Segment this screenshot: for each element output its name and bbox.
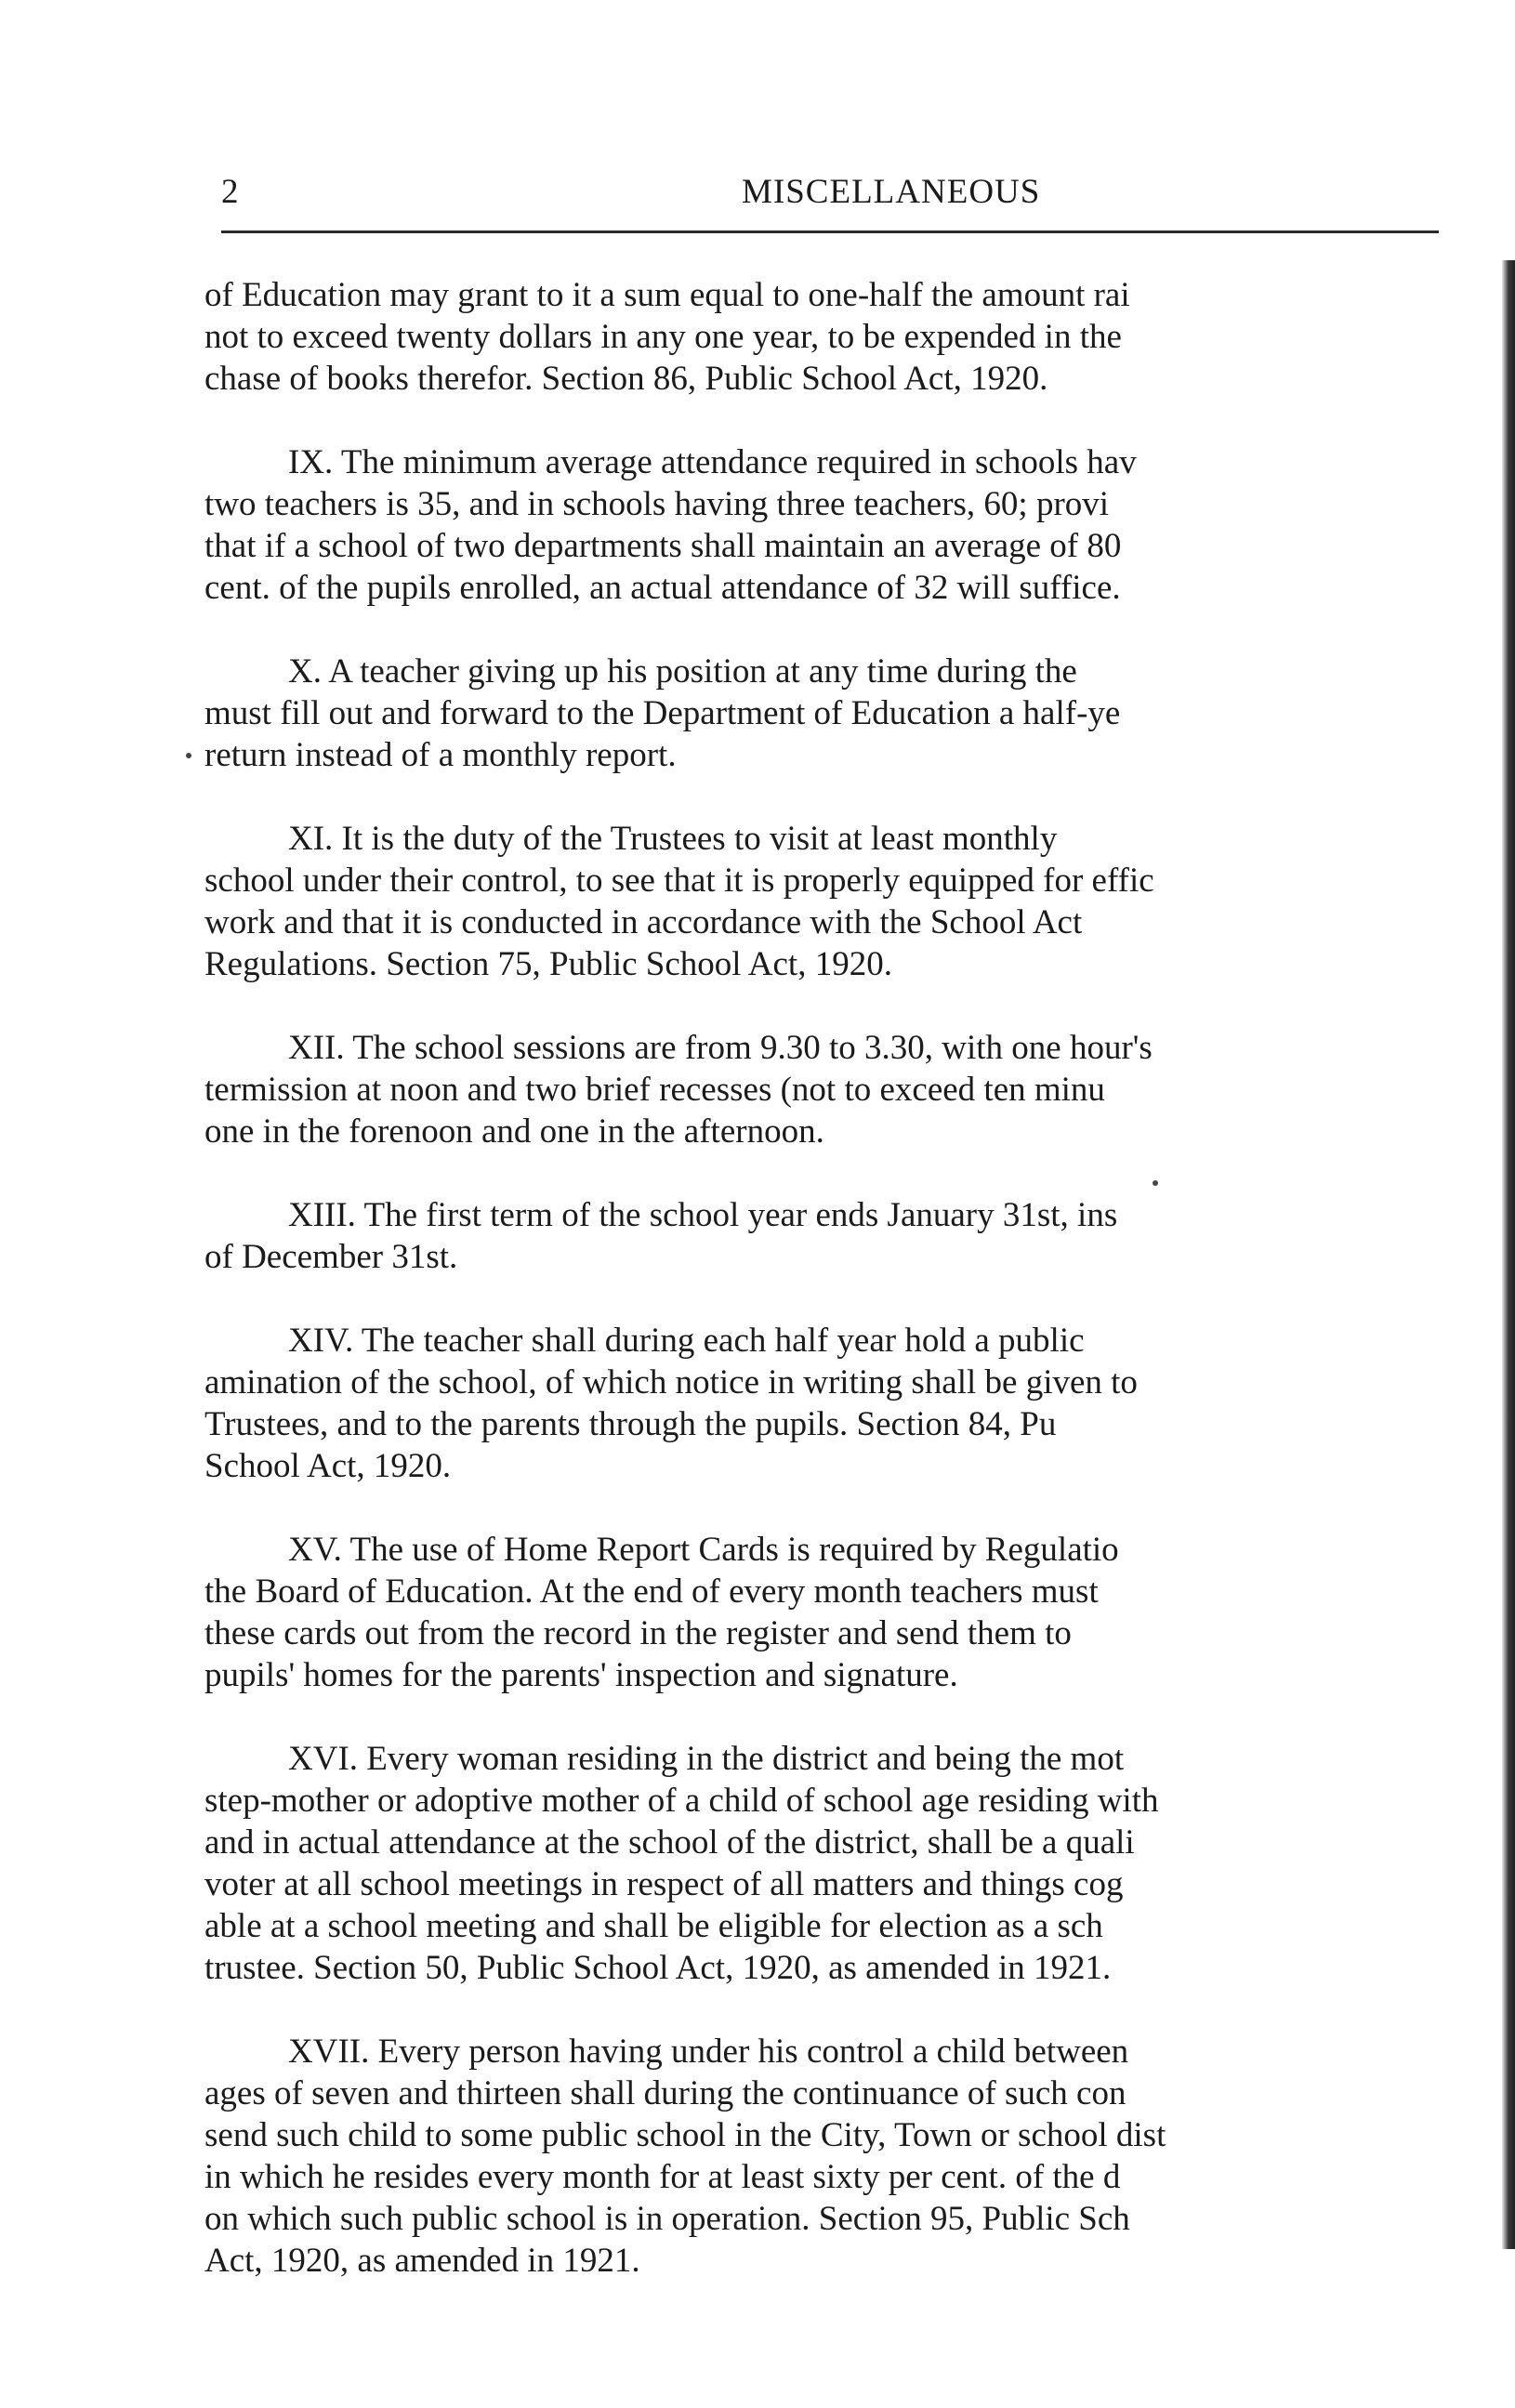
scan-speck (1153, 1180, 1158, 1186)
paragraph-text: The first term of the school year ends January 31st, ins of December 31st. (204, 1196, 1118, 1276)
paragraph-xvii (204, 2031, 1487, 2282)
scan-speck (186, 753, 191, 758)
paragraph-xii (204, 1027, 1487, 1152)
paragraph-xv (204, 1529, 1487, 1696)
paragraph-number: XI. (288, 820, 334, 858)
paragraph-xiii (204, 1194, 1487, 1278)
running-head: MISCELLANEOUS (742, 173, 1041, 211)
paragraph-xvi (204, 1738, 1487, 1989)
paragraph-text: The minimum average attendance required in schools hav two teachers is 35, and in schools having three teachers, 60; provi that if a school of two departments shall maintain an average of 80 cent. of the pupils enrolled, an actual attendance of 32 will suffice. (204, 443, 1137, 607)
paragraph-text: of Education may grant to it a sum equal to one-half the amount rai not to exceed twenty dollars in any one year, to be expended in the chase of books therefor. Section 86, Public School Act, 1920. (204, 276, 1130, 398)
paragraph-x (204, 651, 1487, 776)
page-binding-edge (1502, 260, 1515, 2249)
page-body (204, 274, 1487, 2323)
paragraph-text: The school sessions are from 9.30 to 3.30, with one hour's termission at noon and two brief recesses (not to exceed ten minu one in the forenoon and one in the afternoon. (204, 1029, 1153, 1151)
page-header (221, 172, 1439, 218)
paragraph-continuation (204, 274, 1487, 400)
paragraph-number: XV. (288, 1531, 342, 1569)
paragraph-number: XIV. (288, 1322, 354, 1360)
paragraph-text: The use of Home Report Cards is required by Regulatio the Board of Education. At the end of every month teachers must these cards out from the record in the register and send them to pupils' homes for the parents' inspection and signature. (204, 1531, 1119, 1694)
paragraph-xi (204, 818, 1487, 985)
paragraph-text: A teacher giving up his position at any time during the must fill out and forward to the Department of Education a half-ye return instead of a monthly report. (204, 652, 1121, 774)
paragraph-number: XVI. (288, 1740, 359, 1778)
header-rule (221, 230, 1439, 233)
paragraph-number: XIII. (288, 1196, 356, 1234)
page-number: 2 (221, 173, 239, 211)
paragraph-ix (204, 441, 1487, 609)
paragraph-text: Every woman residing in the district and being the mot step-mother or adoptive mother of a child of school age residing with and in actual attendance at the school of the district, shall be a quali voter at all school meetings in respect of all matters and things cog able at a school meeting and shall be eligible for election as a sch trustee. Section 50, Public School Act, 1920, as amended in 1921. (204, 1740, 1159, 1987)
paragraph-number: X. (288, 652, 322, 691)
paragraph-text: Every person having under his control a child between ages of seven and thirteen shall during the continuance of such con send such child to some public school in the City, Town or school dist in which he resides every month for at least sixty per cent. of the d on which such public school is in operation. Section 95, Public Sch Act, 1920, as amended in 1921. (204, 2033, 1166, 2280)
paragraph-number: XVII. (288, 2033, 370, 2071)
paragraph-text: It is the duty of the Trustees to visit at least monthly school under their control, to see that it is properly equipped for effic work and that it is conducted in accordance with the School Act Regulations. Section 75, Public School Act, 1920. (204, 820, 1154, 983)
paragraph-xiv (204, 1320, 1487, 1487)
paragraph-text: The teacher shall during each half year hold a public amination of the school, of which notice in writing shall be given to Trustees, and to the parents through the pupils. Section 84, Pu School Act, 1920. (204, 1322, 1138, 1485)
paragraph-number: IX. (288, 443, 334, 481)
paragraph-number: XII. (288, 1029, 345, 1067)
